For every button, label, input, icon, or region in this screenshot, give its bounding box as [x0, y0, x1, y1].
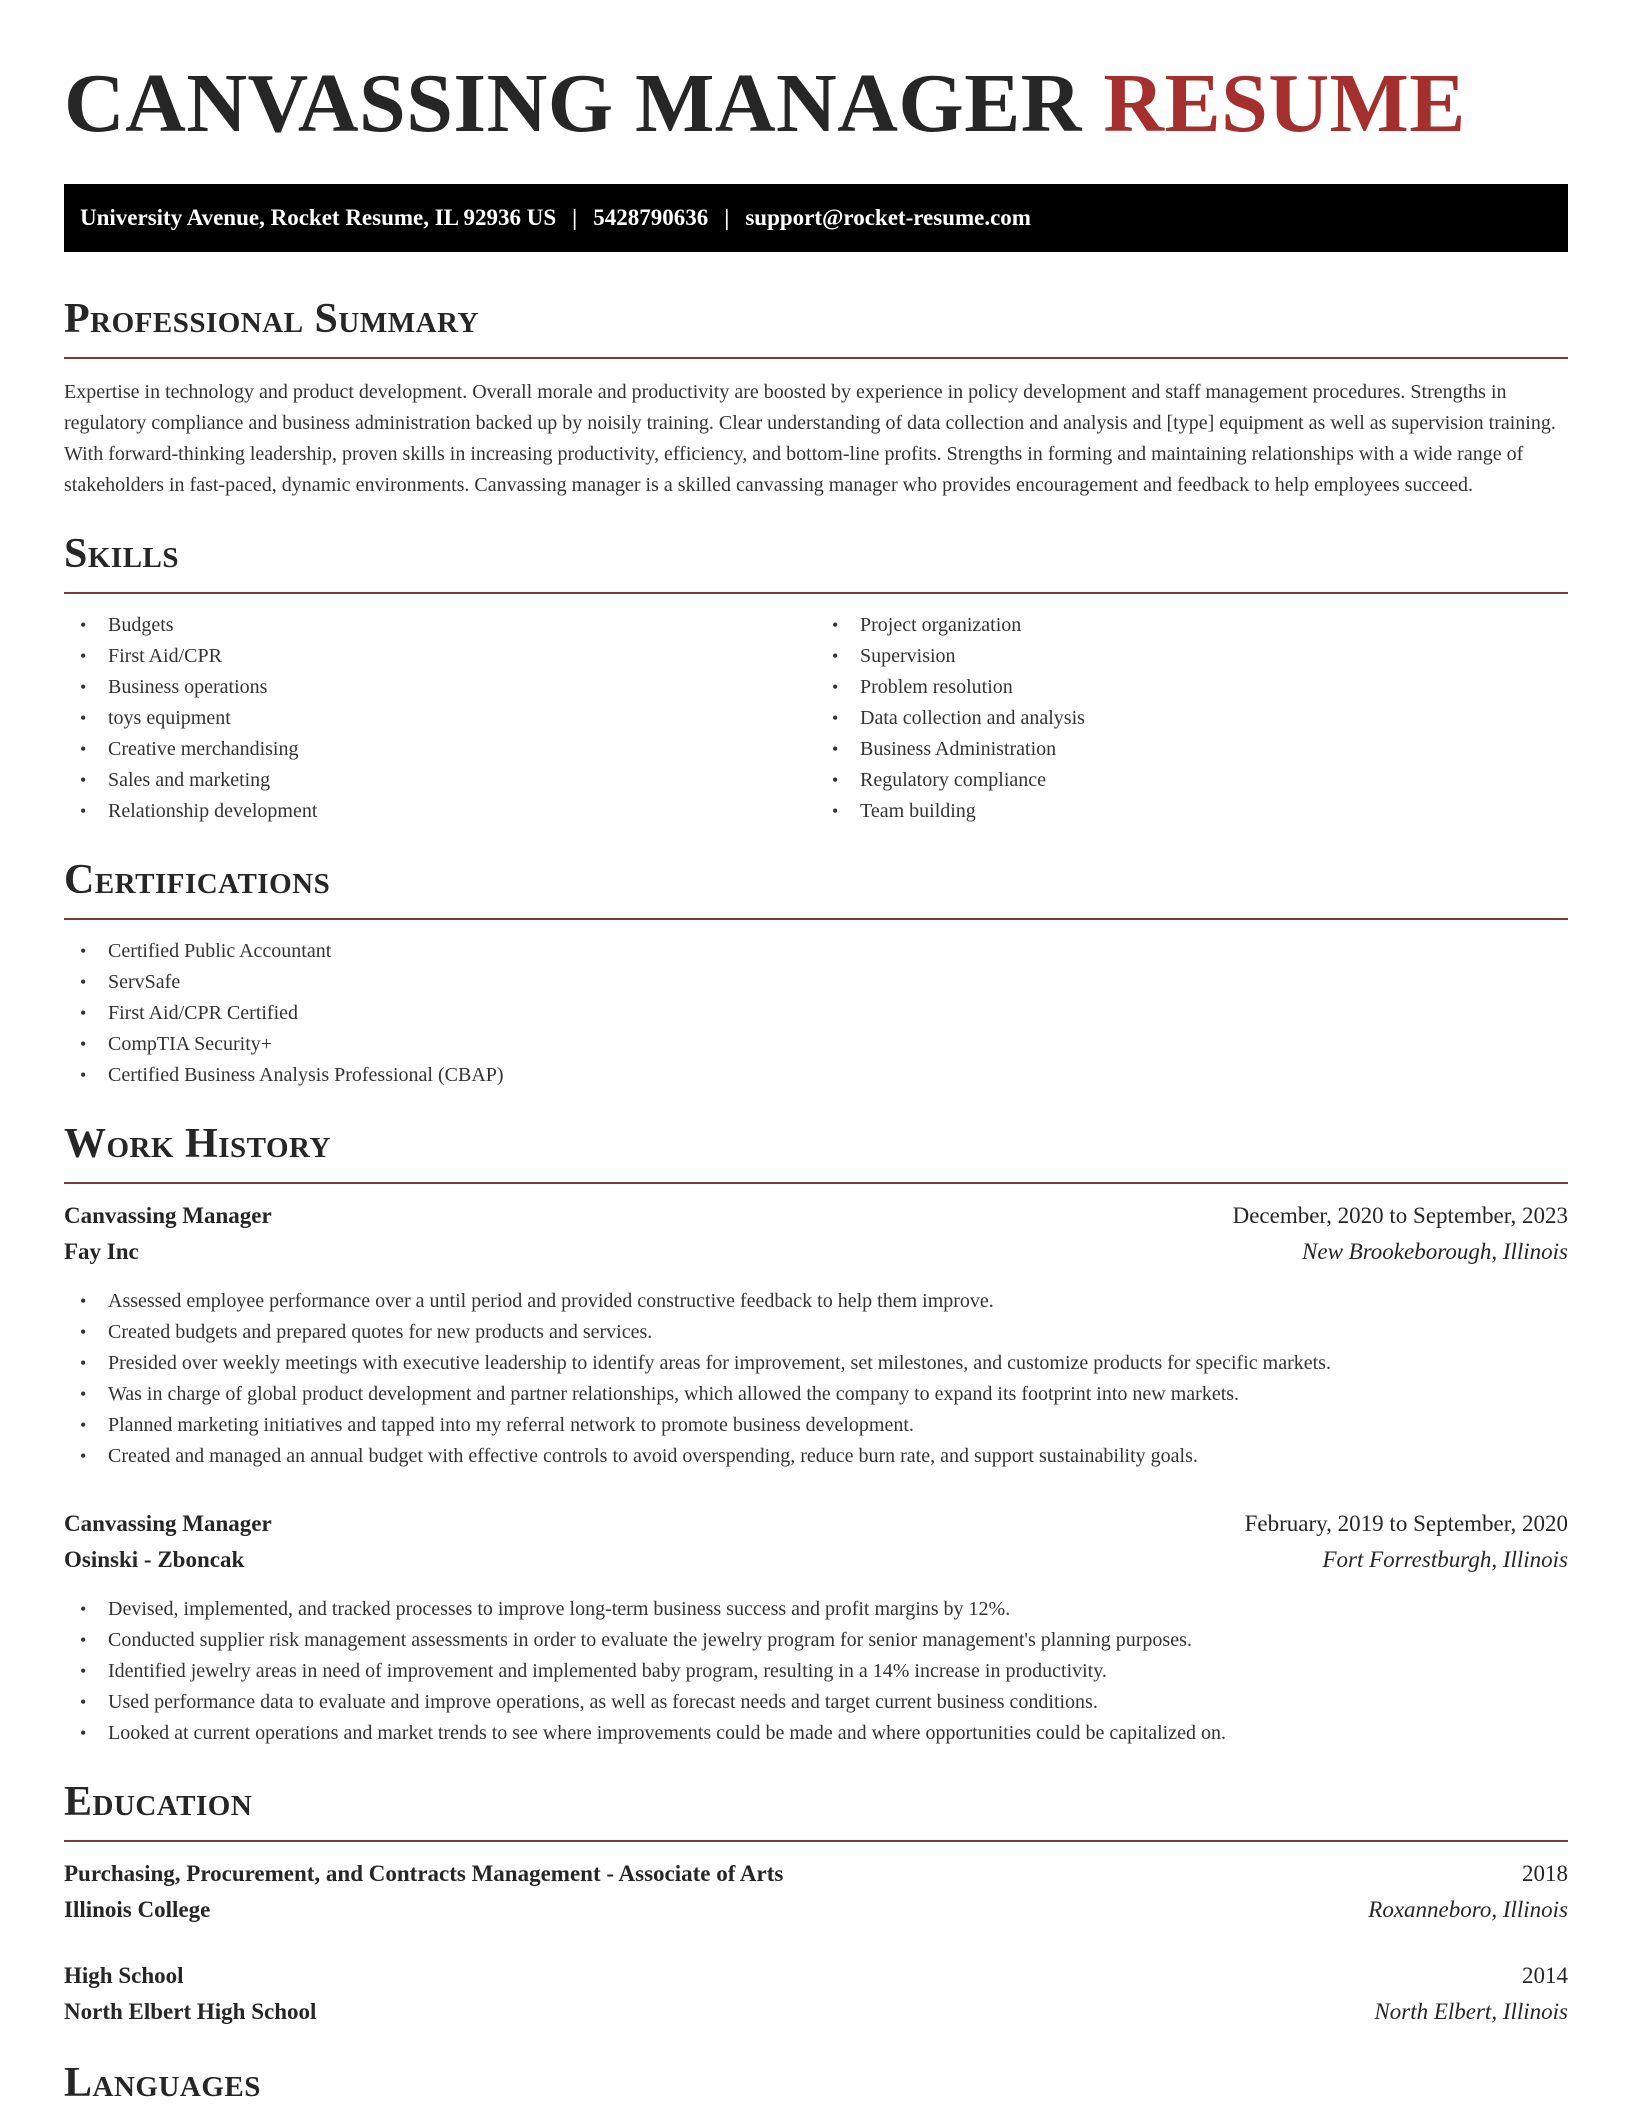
bullet-icon: • — [80, 1599, 87, 1619]
bullet-icon: • — [80, 708, 87, 728]
job-company-row — [64, 1542, 1568, 1578]
section-divider — [64, 1182, 1568, 1184]
job-duty: • Conducted supplier risk management assessments in order to evaluate the jewelry program for senior management's planning purposes. — [64, 1625, 1568, 1656]
education-entry — [64, 1958, 1568, 2030]
job-duty: • Used performance data to evaluate and improve operations, as well as forecast needs and target current business conditions. — [64, 1687, 1568, 1718]
education-school: North Elbert High School — [64, 1999, 317, 2024]
bullet-icon: • — [80, 1661, 87, 1681]
skills-columns — [64, 594, 1568, 827]
certification-item: • ServSafe — [64, 967, 1568, 998]
bullet-icon: • — [80, 677, 87, 697]
contact-separator: | — [572, 205, 578, 230]
contact-separator: | — [724, 205, 730, 230]
bullet-icon: • — [832, 708, 839, 728]
skill-item: • Business operations — [64, 672, 816, 703]
certification-item: • First Aid/CPR Certified — [64, 998, 1568, 1029]
skill-item: • Supervision — [816, 641, 1568, 672]
contact-phone: 5428790636 — [593, 205, 709, 230]
job-title: Canvassing Manager — [64, 1511, 272, 1536]
job-duty: • Identified jewelry areas in need of improvement and implemented baby program, resulting in a 14% increase in productivity. — [64, 1656, 1568, 1687]
section-heading-work-history: Work History — [64, 1121, 331, 1167]
section-heading-summary: Professional Summary — [64, 296, 479, 342]
bullet-icon: • — [80, 1384, 87, 1404]
skill-item: • Data collection and analysis — [816, 703, 1568, 734]
job-duty: • Created budgets and prepared quotes for new products and services. — [64, 1317, 1568, 1348]
skill-item: • Regulatory compliance — [816, 765, 1568, 796]
bullet-icon: • — [80, 646, 87, 666]
skill-item: • Sales and marketing — [64, 765, 816, 796]
job-duty: • Was in charge of global product development and partner relationships, which allowed the company to expand its footprint into new markets. — [64, 1379, 1568, 1410]
skills-section — [64, 529, 1568, 827]
education-year: 2018 — [1522, 1861, 1568, 1886]
job-entry — [64, 1198, 1568, 1472]
bullet-icon: • — [80, 1034, 87, 1054]
bullet-icon: • — [832, 801, 839, 821]
bullet-icon: • — [80, 1003, 87, 1023]
contact-email: support@rocket-resume.com — [745, 205, 1031, 230]
certifications-section — [64, 855, 1568, 1091]
summary-text: Expertise in technology and product development. Overall morale and productivity are boosted by experience in policy development and staff management procedures. Strengths in regulatory compliance and business administration backed up by noisily training. Clear understanding of data collection and analysis and [type] equipment as well as supervision training. With forward-thinking leadership, proven skills in increasing productivity, efficiency, and bottom-line profits. Strengths in forming and maintaining relationships with a wide range of stakeholders in fast-paced, dynamic environments. Canvassing manager is a skilled canvassing manager who provides encouragement and feedback to help employees succeed. — [64, 381, 1556, 496]
bullet-icon: • — [832, 615, 839, 635]
bullet-icon: • — [832, 677, 839, 697]
bullet-icon: • — [80, 1692, 87, 1712]
bullet-icon: • — [80, 1630, 87, 1650]
bullet-icon: • — [80, 1723, 87, 1743]
bullet-icon: • — [832, 739, 839, 759]
languages-section — [64, 2058, 1568, 2108]
bullet-icon: • — [832, 646, 839, 666]
skill-item: • Project organization — [816, 610, 1568, 641]
job-dates: February, 2019 to September, 2020 — [1244, 1511, 1568, 1536]
bullet-icon: • — [80, 1446, 87, 1466]
job-duty: • Presided over weekly meetings with executive leadership to identify areas for improvement, set milestones, and customize products for specific markets. — [64, 1348, 1568, 1379]
certification-item: • Certified Business Analysis Professional (CBAP) — [64, 1060, 1568, 1091]
skill-item: • Budgets — [64, 610, 816, 641]
section-divider — [64, 918, 1568, 920]
bullet-icon: • — [80, 770, 87, 790]
certifications-list — [64, 936, 1568, 1091]
section-heading-languages: Languages — [64, 2060, 261, 2106]
skills-column-right — [816, 594, 1568, 827]
bullet-icon: • — [80, 1291, 87, 1311]
job-duties-list — [64, 1286, 1568, 1472]
summary-section — [64, 294, 1568, 501]
skills-list-right — [816, 610, 1568, 827]
skill-item: • Team building — [816, 796, 1568, 827]
title-main: CANVASSING MANAGER — [64, 57, 1082, 150]
education-degree-row — [64, 1856, 1568, 1892]
resume-title — [64, 58, 1568, 150]
section-heading-certifications: Certifications — [64, 857, 331, 903]
job-location: New Brookeborough, Illinois — [1302, 1239, 1568, 1264]
bullet-icon: • — [80, 1415, 87, 1435]
skills-column-left — [64, 594, 816, 827]
skill-item: • First Aid/CPR — [64, 641, 816, 672]
job-title: Canvassing Manager — [64, 1203, 272, 1228]
job-entry — [64, 1506, 1568, 1749]
education-location: North Elbert, Illinois — [1374, 1999, 1568, 2024]
bullet-icon: • — [80, 972, 87, 992]
job-company-row — [64, 1234, 1568, 1270]
contact-bar — [64, 184, 1568, 252]
skill-item: • Creative merchandising — [64, 734, 816, 765]
skill-item: • Problem resolution — [816, 672, 1568, 703]
bullet-icon: • — [80, 1065, 87, 1085]
job-title-row — [64, 1506, 1568, 1542]
bullet-icon: • — [832, 770, 839, 790]
job-company: Fay Inc — [64, 1239, 139, 1264]
section-divider — [64, 357, 1568, 359]
education-location: Roxanneboro, Illinois — [1368, 1897, 1568, 1922]
title-accent: RESUME — [1103, 57, 1466, 150]
job-duty: • Created and managed an annual budget with effective controls to avoid overspending, reduce burn rate, and support sustainability goals. — [64, 1441, 1568, 1472]
job-duty: • Looked at current operations and market trends to see where improvements could be made and where opportunities could be capitalized on. — [64, 1718, 1568, 1749]
bullet-icon: • — [80, 739, 87, 759]
education-year: 2014 — [1522, 1963, 1568, 1988]
section-divider — [64, 1840, 1568, 1842]
work-history-section — [64, 1119, 1568, 1749]
education-degree: High School — [64, 1963, 184, 1988]
job-title-row — [64, 1198, 1568, 1234]
education-section — [64, 1777, 1568, 2030]
certification-item: • CompTIA Security+ — [64, 1029, 1568, 1060]
bullet-icon: • — [80, 801, 87, 821]
skills-list-left — [64, 610, 816, 827]
bullet-icon: • — [80, 1353, 87, 1373]
skill-item: • toys equipment — [64, 703, 816, 734]
education-school-row — [64, 1994, 1568, 2030]
education-entry — [64, 1856, 1568, 1928]
section-heading-education: Education — [64, 1779, 253, 1825]
section-heading-skills: Skills — [64, 531, 180, 577]
certification-item: • Certified Public Accountant — [64, 936, 1568, 967]
job-company: Osinski - Zboncak — [64, 1547, 245, 1572]
job-location: Fort Forrestburgh, Illinois — [1322, 1547, 1568, 1572]
job-dates: December, 2020 to September, 2023 — [1232, 1203, 1568, 1228]
education-school: Illinois College — [64, 1897, 211, 1922]
education-degree-row — [64, 1958, 1568, 1994]
job-duties-list — [64, 1594, 1568, 1749]
bullet-icon: • — [80, 941, 87, 961]
skill-item: • Business Administration — [816, 734, 1568, 765]
contact-address: University Avenue, Rocket Resume, IL 92936 US — [80, 205, 557, 230]
education-school-row — [64, 1892, 1568, 1928]
job-duty: • Assessed employee performance over a until period and provided constructive feedback to help them improve. — [64, 1286, 1568, 1317]
job-duty: • Planned marketing initiatives and tapped into my referral network to promote business development. — [64, 1410, 1568, 1441]
bullet-icon: • — [80, 615, 87, 635]
skill-item: • Relationship development — [64, 796, 816, 827]
education-degree: Purchasing, Procurement, and Contracts Management - Associate of Arts — [64, 1861, 784, 1886]
bullet-icon: • — [80, 1322, 87, 1342]
job-duty: • Devised, implemented, and tracked processes to improve long-term business success and profit margins by 12%. — [64, 1594, 1568, 1625]
